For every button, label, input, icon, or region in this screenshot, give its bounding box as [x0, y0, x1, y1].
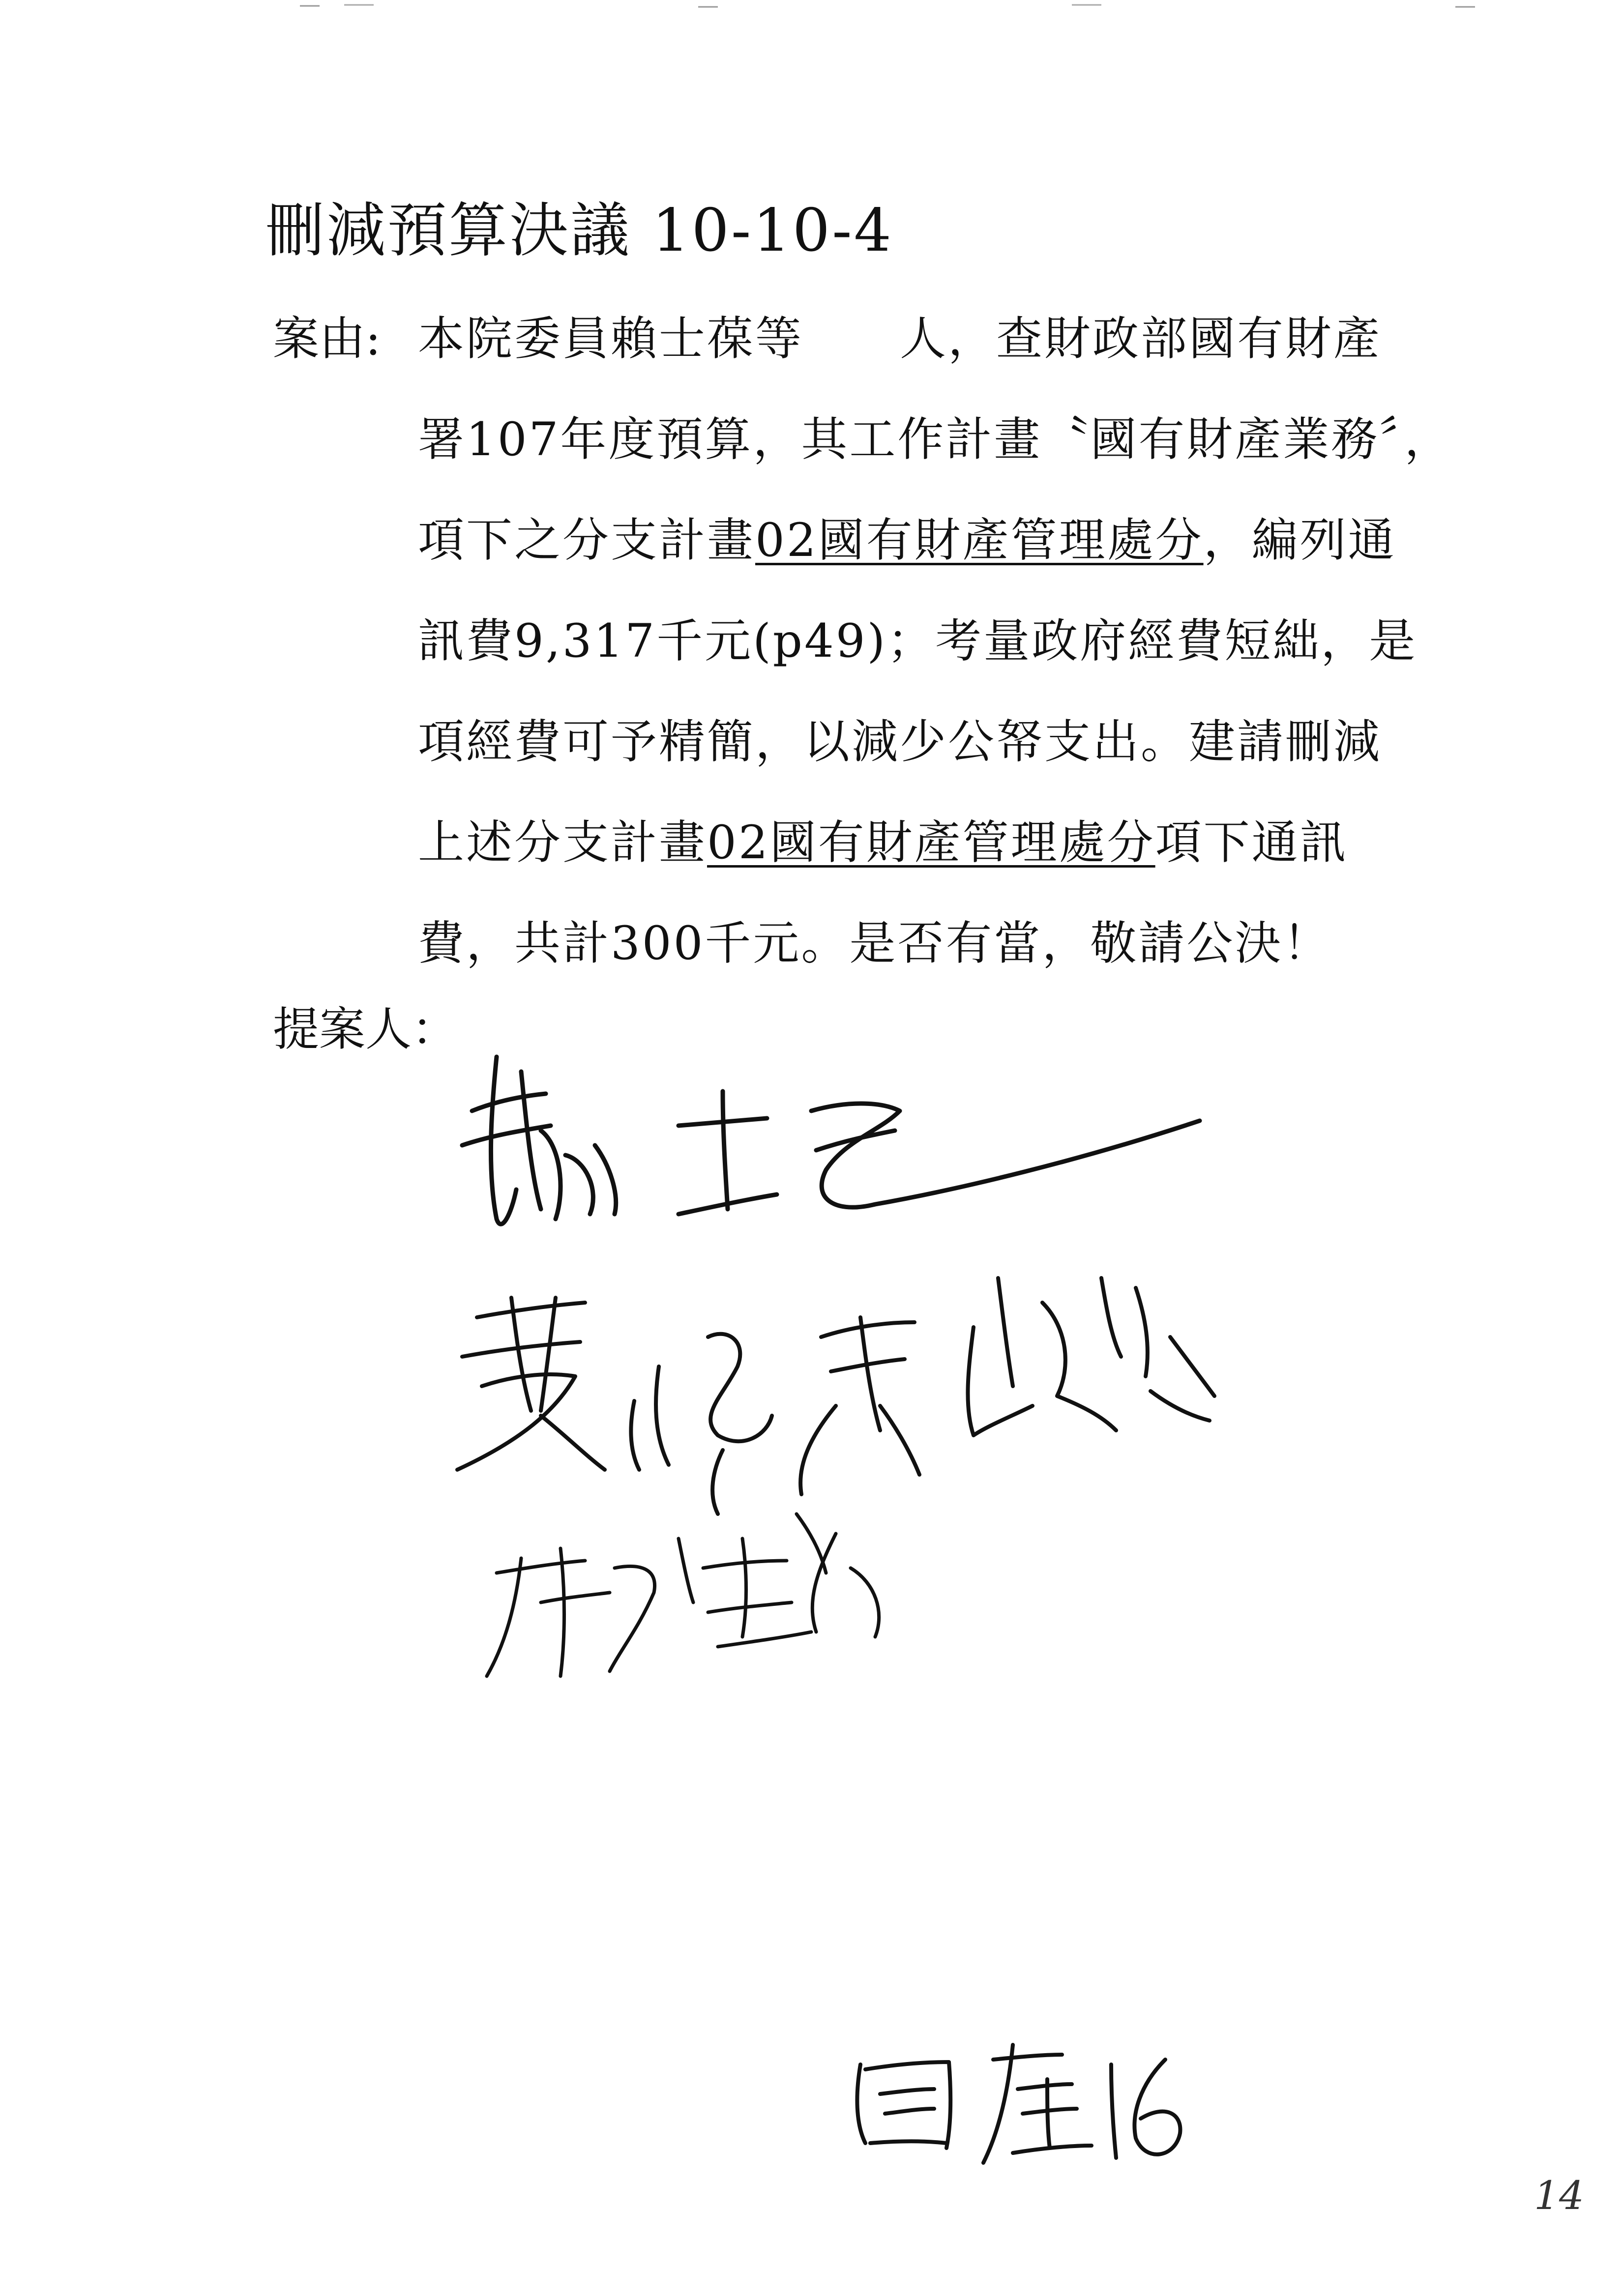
signature-2	[457, 1278, 1214, 1514]
signature-3	[487, 1514, 879, 1676]
page-number: 14	[1534, 2173, 1584, 2218]
underlined-plan-name: 02國有財產管理處分	[707, 816, 1155, 870]
case-text: ，編列通	[1203, 514, 1396, 567]
proposer-label: 提案人：	[273, 1003, 458, 1056]
underlined-plan-name: 02國有財產管理處分	[755, 514, 1204, 567]
case-label: 案由:	[273, 312, 381, 366]
signature-1	[462, 1057, 1200, 1224]
case-text: 項下之分支計畫	[418, 514, 756, 567]
case-text: 項下通訊	[1155, 816, 1348, 870]
case-text: 署107年度預算，其工作計畫〝國有財產業務〞，	[418, 413, 1453, 466]
document-title: 刪減預算決議 10-10-4	[266, 197, 893, 265]
case-text: 上述分支計畫	[418, 816, 708, 870]
case-text: 項經費可予精簡，以減少公帑支出。建請刪減	[418, 715, 1382, 769]
case-text: 費，共計300千元。是否有當，敬請公決！	[418, 917, 1331, 970]
case-text: 本院委員賴士葆等 人，查財政部國有財產	[418, 312, 1382, 366]
case-text: 訊費9,317千元(p49)；考量政府經費短絀，是	[418, 614, 1417, 668]
handwritten-note	[857, 2045, 1180, 2163]
